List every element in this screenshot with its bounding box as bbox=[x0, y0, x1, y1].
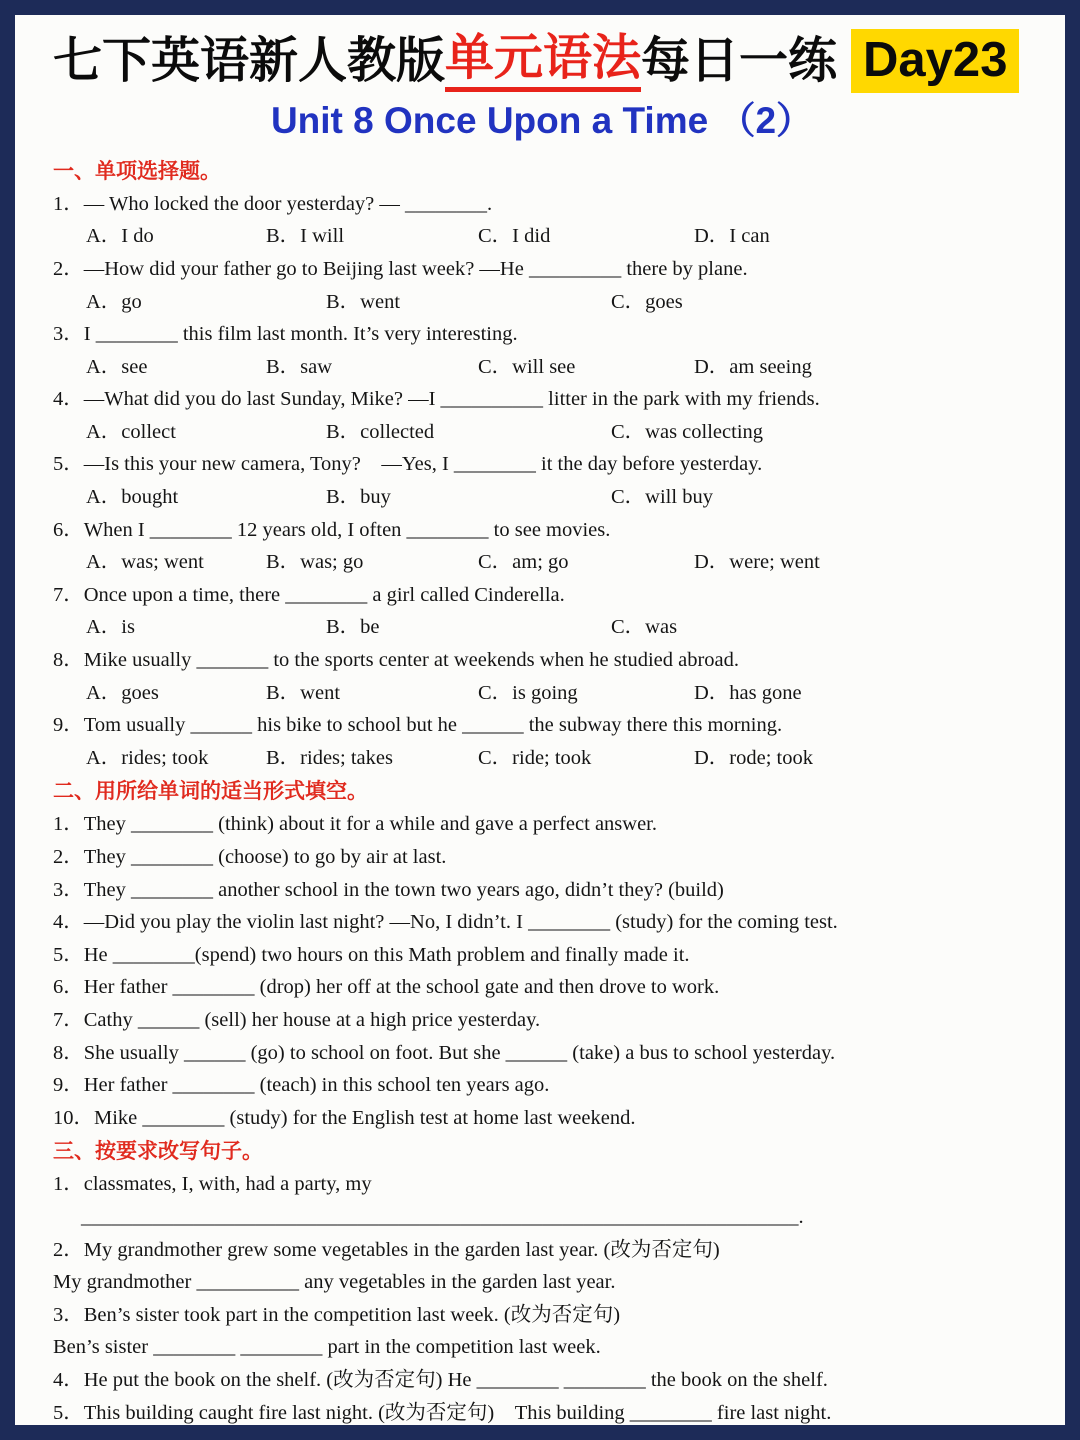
item-text: —Did you play the violin last night? —No, I didn’t. I ________ (study) for the coming test. bbox=[83, 911, 838, 934]
question-text: I ________ this film last month. It’s very interesting. bbox=[83, 323, 518, 346]
fill-item bbox=[53, 874, 1031, 907]
section2-heading: 二、用所给单词的适当形式填空。 bbox=[53, 779, 368, 804]
question-line bbox=[53, 448, 1031, 481]
section1-heading: 一、单项选择题。 bbox=[53, 158, 221, 183]
option: A．I do bbox=[86, 225, 154, 248]
mc-question bbox=[53, 253, 1031, 318]
option: C．goes bbox=[611, 290, 683, 313]
item-text: Mike ________ (study) for the English test at home last weekend. bbox=[94, 1106, 636, 1129]
item-text: They ________ (choose) to go by air at last. bbox=[83, 846, 447, 869]
option: A．was; went bbox=[86, 551, 204, 574]
option: C．was collecting bbox=[611, 420, 764, 443]
option: A．is bbox=[86, 616, 135, 639]
question-number: 2． bbox=[53, 257, 84, 280]
question-line bbox=[53, 579, 1031, 612]
options-row bbox=[53, 351, 1031, 384]
question-line bbox=[53, 514, 1031, 547]
option: B．rides; takes bbox=[266, 746, 393, 769]
question-number: 3． bbox=[53, 323, 84, 346]
options-row bbox=[53, 546, 1031, 579]
option: D．I can bbox=[694, 225, 770, 248]
question-line bbox=[53, 644, 1031, 677]
mc-question bbox=[53, 579, 1031, 644]
question-line bbox=[53, 709, 1031, 742]
question-text: —How did your father go to Beijing last week? —He _________ there by plane. bbox=[83, 257, 748, 280]
item-number: 8． bbox=[53, 1041, 84, 1064]
item-text: Her father ________ (drop) her off at the school gate and then drove to work. bbox=[83, 976, 720, 999]
option: C．will buy bbox=[611, 486, 713, 509]
mc-question bbox=[53, 709, 1031, 774]
option: C．will see bbox=[478, 355, 576, 378]
question-line bbox=[53, 383, 1031, 416]
option: B．saw bbox=[266, 355, 333, 378]
option: A．collect bbox=[86, 420, 176, 443]
mc-question bbox=[53, 644, 1031, 709]
mc-question bbox=[53, 448, 1031, 513]
header-highlight-red: 单元语法 bbox=[445, 30, 641, 92]
answer-blank-line: ______________________________________________________________________. bbox=[81, 1205, 804, 1228]
question-text: When I ________ 12 years old, I often ________ to see movies. bbox=[83, 518, 611, 541]
rewrite-line: 2．My grandmother grew some vegetables in the garden last year. (改为否定句) bbox=[53, 1238, 720, 1261]
question-line bbox=[53, 188, 1031, 221]
item-text: They ________ another school in the town two years ago, didn’t they? (build) bbox=[83, 878, 724, 901]
question-number: 9． bbox=[53, 714, 84, 737]
option: B．be bbox=[326, 616, 380, 639]
options-row bbox=[53, 286, 1031, 319]
fill-item bbox=[53, 1102, 1031, 1135]
question-number: 1． bbox=[53, 192, 84, 215]
question-number: 5． bbox=[53, 453, 84, 476]
fill-item bbox=[53, 906, 1031, 939]
mc-question bbox=[53, 188, 1031, 253]
mc-question bbox=[53, 383, 1031, 448]
rewrite-line: 5．This building caught fire last night. (改为否定句) This building ________ fire last night. bbox=[53, 1401, 832, 1424]
item-text: They ________ (think) about it for a while and gave a perfect answer. bbox=[83, 813, 657, 836]
question-line bbox=[53, 253, 1031, 286]
section3-heading: 三、按要求改写句子。 bbox=[53, 1139, 263, 1164]
item-text: Cathy ______ (sell) her house at a high price yesterday. bbox=[83, 1008, 541, 1031]
option: D．rode; took bbox=[694, 746, 813, 769]
option: B．went bbox=[266, 681, 341, 704]
option: D．were; went bbox=[694, 551, 820, 574]
option: D．has gone bbox=[694, 681, 802, 704]
option: B．collected bbox=[326, 420, 435, 443]
item-number: 6． bbox=[53, 976, 84, 999]
option: A．go bbox=[86, 290, 142, 313]
fill-item bbox=[53, 841, 1031, 874]
question-number: 6． bbox=[53, 518, 84, 541]
header-prefix: 七下英语新人教版 bbox=[53, 34, 446, 88]
item-number: 7． bbox=[53, 1008, 84, 1031]
item-number: 2． bbox=[53, 846, 84, 869]
option: A．goes bbox=[86, 681, 159, 704]
fill-item bbox=[53, 1037, 1031, 1070]
mc-question bbox=[53, 318, 1031, 383]
option: A．see bbox=[86, 355, 148, 378]
option: B．I will bbox=[266, 225, 345, 248]
question-text: —Is this your new camera, Tony? —Yes, I ________ it the day before yesterday. bbox=[83, 453, 763, 476]
option: B．was; go bbox=[266, 551, 364, 574]
question-number: 8． bbox=[53, 649, 84, 672]
item-text: She usually ______ (go) to school on foot. But she ______ (take) a bus to school yesterday. bbox=[83, 1041, 836, 1064]
option: C．ride; took bbox=[478, 746, 592, 769]
day-badge: Day23 bbox=[851, 29, 1019, 93]
option: D．am seeing bbox=[694, 355, 812, 378]
item-text: He ________(spend) two hours on this Math problem and finally made it. bbox=[83, 943, 690, 966]
option: C．am; go bbox=[478, 551, 569, 574]
rewrite-line: 3．Ben’s sister took part in the competition last week. (改为否定句) bbox=[53, 1303, 621, 1326]
options-row bbox=[53, 677, 1031, 710]
option: C．I did bbox=[478, 225, 551, 248]
question-text: Once upon a time, there ________ a girl called Cinderella. bbox=[83, 583, 565, 606]
fill-item bbox=[53, 939, 1031, 972]
question-line bbox=[53, 318, 1031, 351]
question-number: 4． bbox=[53, 388, 84, 411]
option: C．was bbox=[611, 616, 678, 639]
item-number: 4． bbox=[53, 911, 84, 934]
question-text: — Who locked the door yesterday? — ________. bbox=[83, 192, 493, 215]
option: B．buy bbox=[326, 486, 391, 509]
options-row bbox=[53, 416, 1031, 449]
rewrite-line: 1．classmates, I, with, had a party, my bbox=[53, 1173, 372, 1196]
options-row bbox=[53, 481, 1031, 514]
question-text: —What did you do last Sunday, Mike? —I __________ litter in the park with my friends. bbox=[83, 388, 820, 411]
item-number: 3． bbox=[53, 878, 84, 901]
options-row bbox=[53, 220, 1031, 253]
header-suffix: 每日一练 bbox=[641, 34, 838, 88]
rewrite-answer-line: Ben’s sister ________ ________ part in the competition last week. bbox=[53, 1336, 601, 1359]
fill-item bbox=[53, 1069, 1031, 1102]
fill-item bbox=[53, 971, 1031, 1004]
item-number: 5． bbox=[53, 943, 84, 966]
fill-item bbox=[53, 1004, 1031, 1037]
question-text: Tom usually ______ his bike to school but he ______ the subway there this morning. bbox=[83, 714, 783, 737]
option: B．went bbox=[326, 290, 401, 313]
unit-title: Unit 8 Once Upon a Time （2） bbox=[270, 100, 814, 142]
rewrite-line: 4．He put the book on the shelf. (改为否定句) He ________ ________ the book on the shelf. bbox=[53, 1368, 828, 1391]
option: C．is going bbox=[478, 681, 578, 704]
question-number: 7． bbox=[53, 583, 84, 606]
options-row bbox=[53, 611, 1031, 644]
option: A．bought bbox=[86, 486, 179, 509]
item-number: 10． bbox=[53, 1106, 94, 1129]
fill-item bbox=[53, 808, 1031, 841]
page-header bbox=[53, 29, 1031, 93]
rewrite-answer-line: My grandmother __________ any vegetables in the garden last year. bbox=[53, 1271, 616, 1294]
options-row bbox=[53, 742, 1031, 775]
question-text: Mike usually _______ to the sports center at weekends when he studied abroad. bbox=[83, 649, 740, 672]
item-number: 1． bbox=[53, 813, 84, 836]
mc-question bbox=[53, 514, 1031, 579]
item-text: Her father ________ (teach) in this school ten years ago. bbox=[83, 1074, 550, 1097]
item-number: 9． bbox=[53, 1074, 84, 1097]
option: A．rides; took bbox=[86, 746, 209, 769]
